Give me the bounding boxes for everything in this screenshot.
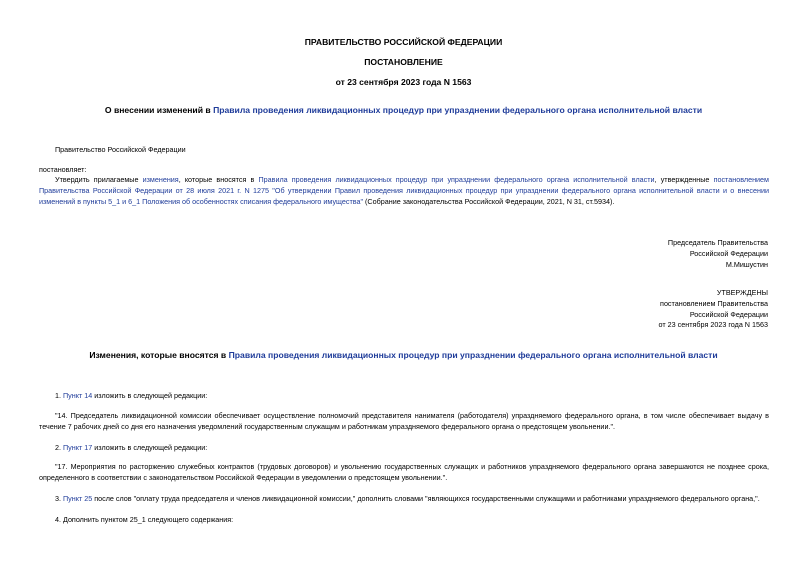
item-1 [55, 391, 207, 402]
item-2-text: изложить в следующей редакции: [92, 443, 208, 452]
doc-date-number: от 23 сентября 2023 года N 1563 [335, 77, 472, 87]
item-4: 4. Дополнить пунктом 25_1 следующего содержания: [55, 515, 234, 524]
resolution-text-1: Утвердить прилагаемые [55, 175, 143, 184]
issuer: Правительство Российской Федерации [55, 145, 186, 154]
resolution-text-4: (Собрание законодательства Российской Федерации, 2021, N 31, ст.5934). [363, 196, 615, 206]
doc-type: ПОСТАНОВЛЕНИЕ [364, 57, 443, 67]
document-title [0, 104, 807, 117]
item-2-link[interactable]: Пункт 17 [63, 443, 93, 452]
rules-link[interactable]: Правила проведения ликвидационных процедур при упразднении федерального органа исполнительной власти [258, 175, 655, 184]
approved-line-2: постановлением Правительства [660, 298, 768, 308]
item-3-link[interactable]: Пункт 25 [63, 494, 93, 503]
item-1-quote: "14. Председатель ликвидационной комиссии обеспечивает осуществление полномочий представителя нанимателя (работодателя) упраздняемого федерального органа, в том числе обеспечивает выдачу в течение 7 рабочих дней со дня его назначения уведомлений государственным служащим и работникам упраздняемого федерального органа о предстоящем увольнении.". [39, 411, 769, 431]
item-3 [39, 494, 769, 505]
item-1-num: 1. [55, 391, 63, 400]
item-3-num: 3. [55, 494, 63, 503]
resolution-paragraph [39, 175, 769, 207]
approved-line-4: от 23 сентября 2023 года N 1563 [658, 320, 768, 330]
resolution-text-2: , которые вносятся в [178, 175, 259, 184]
approved-line-1: УТВЕРЖДЕНЫ [716, 288, 768, 297]
item-2 [55, 443, 207, 454]
changes-title-prefix: Изменения, которые вносятся в [89, 350, 229, 360]
signature-line-1: Председатель Правительства [667, 238, 768, 247]
item-1-text: изложить в следующей редакции: [92, 391, 208, 400]
title-rules-link[interactable]: Правила проведения ликвидационных процедур при упразднении федерального органа исполнительной власти [213, 105, 703, 115]
item-2-num: 2. [55, 443, 63, 452]
signature-block [668, 238, 768, 270]
item-2-quote: "17. Мероприятия по расторжению служебных контрактов (трудовых договоров) и увольнению государственных служащих и работников упраздняемого федерального органа завершаются не позднее срока, определенного в соответствии с законодательством Российской Федерации в уведомлении о предстоящем увольнении.". [39, 462, 769, 482]
approved-line-3: Российской Федерации [689, 309, 768, 319]
org-header: ПРАВИТЕЛЬСТВО РОССИЙСКОЙ ФЕДЕРАЦИИ [304, 37, 503, 47]
changes-title [0, 349, 807, 362]
resolution-text-3: , утвержденные [654, 175, 714, 184]
decree-link[interactable]: постановлением Правительства Российской Федерации от 28 июля 2021 г. N 1275 "Об утверждении Правил проведения ликвидационных процедур при упразднении федерального органа исполнительной власти и о внесении изменений в пункты 5_1 и 6_1 Положения об особенностях списания федерального имущества" [39, 175, 769, 206]
resolves: постановляет: [39, 165, 87, 174]
changes-title-rules-link[interactable]: Правила проведения ликвидационных процедур при упразднении федерального органа исполнительной власти [228, 350, 718, 360]
changes-link[interactable]: изменения [142, 175, 179, 184]
item-3-text: после слов "оплату труда председателя и членов ликвидационной комиссии," дополнить словами "являющихся государственными служащими и работниками упраздняемого федерального органа,". [92, 494, 760, 503]
title-prefix: О внесении изменений в [104, 105, 214, 115]
approved-block [659, 288, 768, 331]
item-1-link[interactable]: Пункт 14 [63, 391, 93, 400]
signature-line-3: М.Мишустин [725, 259, 768, 269]
signature-line-2: Российской Федерации [689, 248, 768, 258]
